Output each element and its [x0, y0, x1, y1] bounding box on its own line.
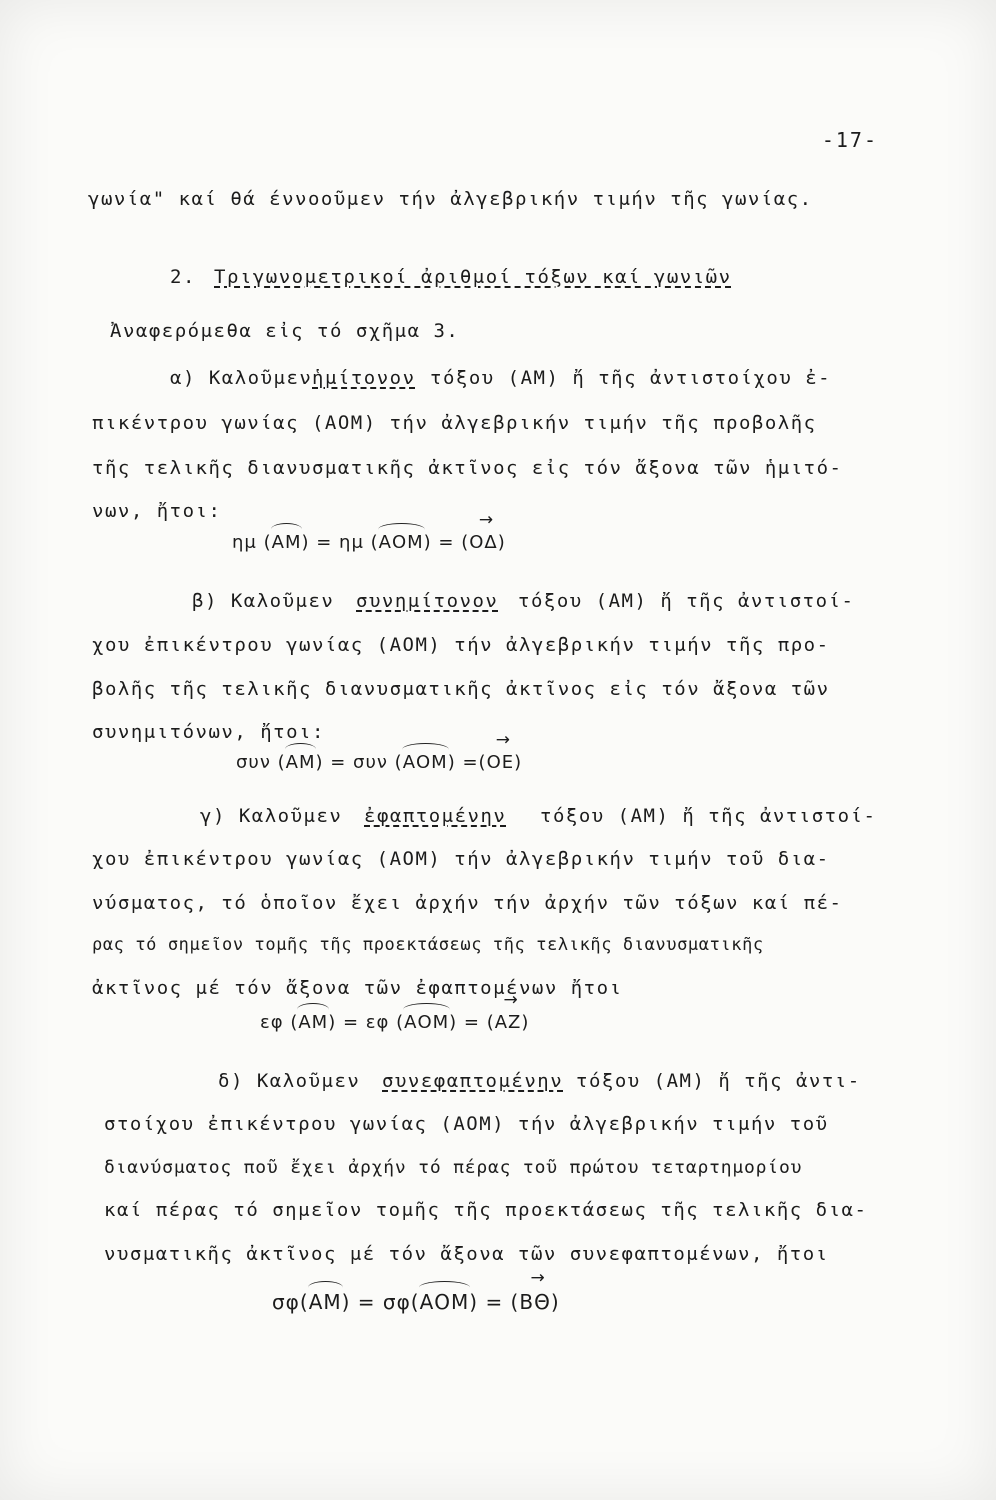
item-label: δ) Καλοῦμεν — [218, 1070, 361, 1092]
section-number: 2. — [170, 266, 196, 288]
text-line: διανύσματος ποῦ ἔχει ἀρχήν τό πέρας τοῦ πρώτου τεταρτημορίου — [104, 1157, 803, 1178]
section-heading: Τριγωνομετρικοί ἀριθμοί τόξων καί γωνιῶν — [214, 266, 732, 288]
item-label: α) Καλοῦμεν — [170, 367, 313, 389]
formula-tangent: εφ (ΑΜ) = εφ (ΑΟΜ) = (→ ΑΖ) — [260, 1012, 529, 1033]
item-label: β) Καλοῦμεν — [192, 590, 335, 612]
term-cosine: συνημίτονον — [356, 590, 499, 612]
term-cotangent: συνεφαπτομένην — [382, 1070, 564, 1092]
text-line: ρας τό σημεῖον τομῆς τῆς προεκτάσεως τῆς τελικῆς διανυσματικῆς — [92, 935, 764, 955]
term-tangent: ἐφαπτομένην — [364, 805, 507, 827]
text-line: βολῆς τῆς τελικῆς διανυσματικῆς ἀκτῖνος εἰς τόν ἄξονα τῶν — [92, 678, 830, 700]
text-line: νύσματος, τό ὁποῖον ἔχει ἀρχήν τήν ἀρχήν τῶν τόξων καί πέ- — [92, 892, 843, 914]
text-line: τόξου (ΑΜ) ἤ τῆς ἀντιστοί- — [540, 805, 877, 827]
text-line: τόξου (ΑΜ) ἤ τῆς ἀντι- — [576, 1070, 861, 1092]
text-line: στοίχου ἐπικέντρου γωνίας (ΑΟΜ) τήν ἀλγεβρικήν τιμήν τοῦ — [104, 1113, 829, 1135]
text-line: τῆς τελικῆς διανυσματικῆς ἀκτῖνος εἰς τόν ἄξονα τῶν ἡμιτό- — [92, 457, 843, 479]
text-line: νων, ἤτοι: — [92, 500, 222, 522]
formula-cosine: συν (ΑΜ) = συν (ΑΟΜ) =(→ ΟΕ) — [236, 752, 522, 773]
formula-sine: ημ (ΑΜ) = ημ (ΑΟΜ) = (→ ΟΔ) — [232, 532, 506, 553]
text-line: τόξου (ΑΜ) ἤ τῆς ἀντιστοί- — [518, 590, 855, 612]
term-sine: ἡμίτονον — [312, 367, 416, 389]
text-line: πικέντρου γωνίας (ΑΟΜ) τήν ἀλγεβρικήν τιμήν τῆς προβολῆς — [92, 412, 817, 434]
text-line: ἀκτῖνος μέ τόν ἄξονα τῶν ἐφαπτομένων ἤτοι — [92, 977, 623, 999]
text-line: συνημιτόνων, ἤτοι: — [92, 721, 325, 743]
text-line: χου ἐπικέντρου γωνίας (ΑΟΜ) τήν ἀλγεβρικήν τιμήν τοῦ δια- — [92, 848, 830, 870]
text-line: καί πέρας τό σημεῖον τομῆς τῆς προεκτάσεως τῆς τελικῆς δια- — [104, 1199, 868, 1221]
text-line: νυσματικῆς ἀκτῖνος μέ τόν ἄξονα τῶν συνεφαπτομένων, ἤτοι — [104, 1243, 829, 1265]
text-line: Ἀναφερόμεθα εἰς τό σχῆμα 3. — [110, 320, 460, 342]
page-number: -17- — [821, 128, 878, 152]
item-label: γ) Καλοῦμεν — [200, 805, 343, 827]
text-line: τόξου (ΑΜ) ἤ τῆς ἀντιστοίχου ἐ- — [430, 367, 832, 389]
formula-cotangent: σφ(ΑΜ) = σφ(ΑΟΜ) = (→ ΒΘ) — [272, 1290, 560, 1314]
text-line: γωνία" καί θά έννοοῦμεν τήν ἀλγεβρικήν τιμήν τῆς γωνίας. — [88, 188, 813, 210]
text-line: χου ἐπικέντρου γωνίας (ΑΟΜ) τήν ἀλγεβρικήν τιμήν τῆς προ- — [92, 634, 830, 656]
